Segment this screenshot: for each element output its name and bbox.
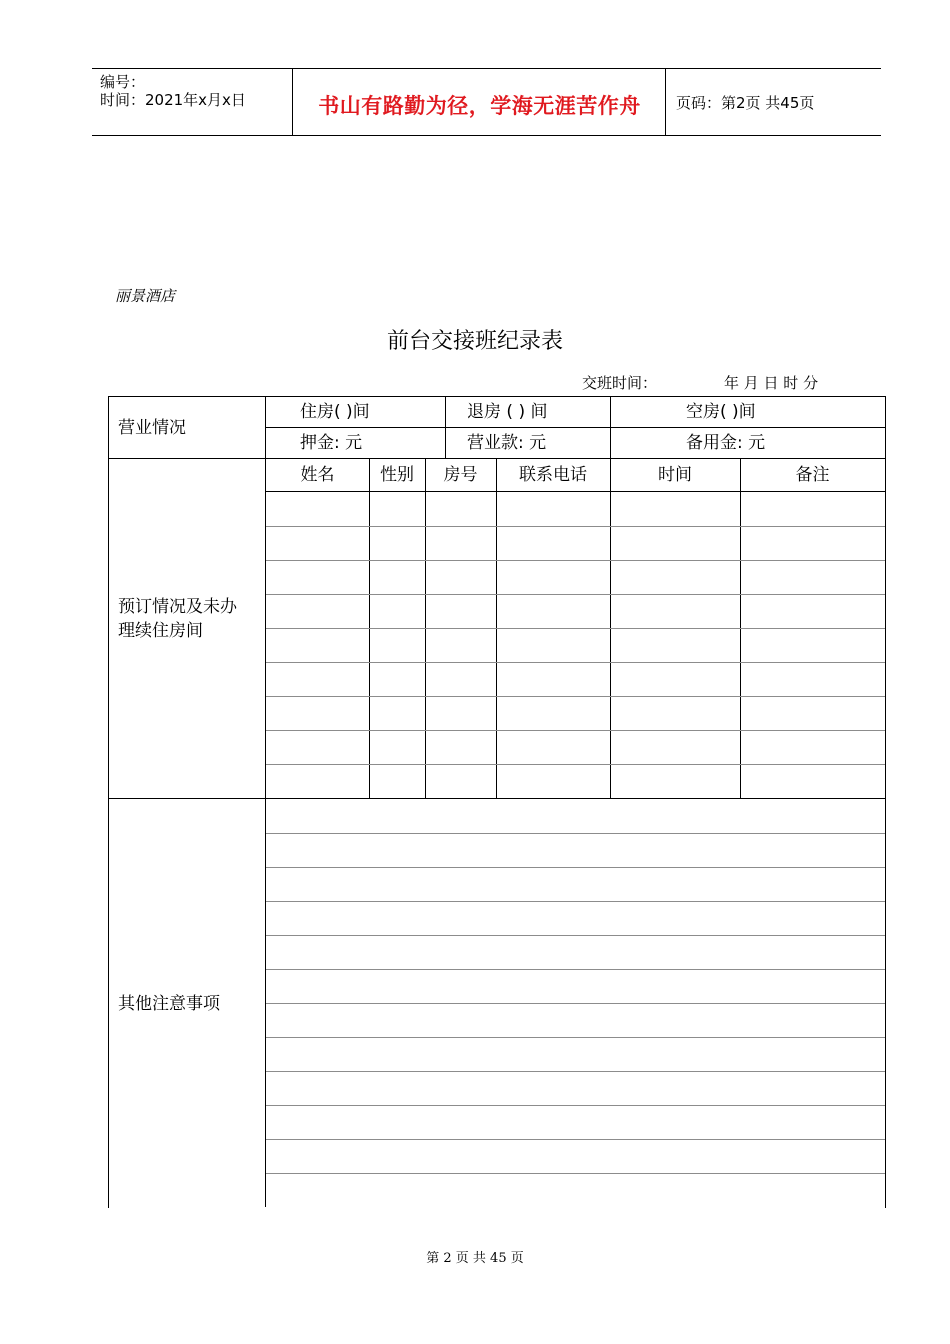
- column-header-phone: 联系电话: [519, 465, 587, 485]
- reserve-fund-field[interactable]: 备用金: 元: [686, 433, 766, 453]
- column-header-room-number: 房号: [443, 465, 478, 485]
- serial-number-label: 编号：: [100, 73, 146, 91]
- business-divider-1: [445, 396, 446, 458]
- notes-line[interactable]: [266, 969, 885, 970]
- deposit-field[interactable]: 押金: 元: [300, 433, 363, 453]
- page-number-label: 页码：第2页 共45页: [676, 94, 815, 112]
- checkout-rooms-field[interactable]: 退房 ( ) 间: [467, 402, 548, 422]
- table-row[interactable]: [266, 765, 884, 797]
- table-row[interactable]: [266, 663, 884, 695]
- business-divider-2: [610, 396, 611, 458]
- business-mid-rule: [265, 427, 885, 428]
- column-header-name: 姓名: [300, 465, 335, 485]
- notes-line[interactable]: [266, 1003, 885, 1004]
- shift-time-units: 年 月 日 时 分: [724, 374, 819, 392]
- motto-text: 书山有路勤为径，学海无涯苦作舟: [318, 94, 641, 118]
- reservation-label-line1: 预订情况及未办: [118, 597, 237, 617]
- notes-line[interactable]: [266, 833, 885, 834]
- notes-line[interactable]: [266, 1139, 885, 1140]
- shift-time-label: 交班时间：: [582, 374, 658, 392]
- table-row[interactable]: [266, 527, 884, 559]
- notes-line[interactable]: [266, 1071, 885, 1072]
- column-header-gender: 性别: [380, 465, 414, 485]
- notes-line[interactable]: [266, 901, 885, 902]
- vacant-rooms-field[interactable]: 空房( )间: [686, 402, 756, 422]
- notes-top-rule: [108, 798, 885, 799]
- header-top-rule: [92, 68, 881, 69]
- table-row[interactable]: [266, 493, 884, 525]
- business-label: 营业情况: [118, 418, 186, 438]
- page-footer: 第 2 页 共 45 页: [426, 1251, 524, 1266]
- notes-line[interactable]: [266, 867, 885, 868]
- revenue-field[interactable]: 营业款: 元: [467, 433, 547, 453]
- table-row[interactable]: [266, 697, 884, 729]
- table-row[interactable]: [266, 561, 884, 593]
- notes-line[interactable]: [266, 1173, 885, 1174]
- column-header-remarks: 备注: [795, 465, 830, 485]
- reservation-header-rule: [265, 491, 885, 492]
- date-label: 时间：2021年x月x日: [100, 91, 246, 109]
- notes-line[interactable]: [266, 1037, 885, 1038]
- hotel-name: 丽景酒店: [115, 287, 176, 305]
- table-row[interactable]: [266, 595, 884, 627]
- form-title: 前台交接班纪录表: [386, 329, 563, 354]
- table-row[interactable]: [266, 629, 884, 661]
- reservation-label-line2: 理续住房间: [118, 621, 203, 641]
- occupied-rooms-field[interactable]: 住房( )间: [300, 402, 370, 422]
- table-row[interactable]: [266, 731, 884, 763]
- notes-line[interactable]: [266, 1105, 885, 1106]
- column-header-time: 时间: [658, 465, 692, 485]
- header-bottom-rule: [92, 135, 881, 136]
- notes-line[interactable]: [266, 935, 885, 936]
- notes-label: 其他注意事项: [118, 994, 220, 1014]
